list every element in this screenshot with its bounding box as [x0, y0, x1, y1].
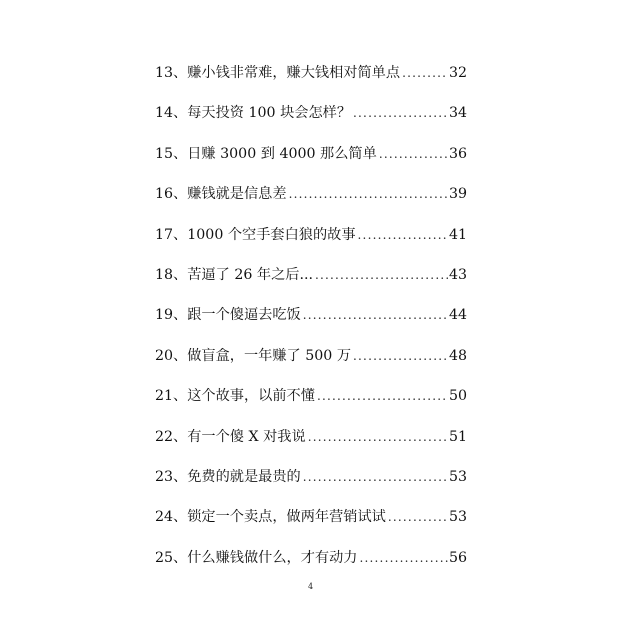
- toc-entry[interactable]: [155, 385, 467, 425]
- toc-entry-page: 44: [448, 307, 467, 324]
- toc-dot-leader: [358, 224, 448, 246]
- toc-dot-leader: [402, 62, 448, 84]
- toc-entry-page: 36: [448, 145, 467, 162]
- toc-entry-title: 23、免费的就是最贵的: [155, 468, 301, 485]
- toc-entry-title: 17、1000 个空手套白狼的故事: [155, 226, 356, 243]
- toc-entry[interactable]: [155, 466, 467, 506]
- toc-entry-title: 14、每天投资 100 块会怎样？: [155, 105, 352, 122]
- toc-dot-leader: [315, 264, 448, 286]
- toc-entry[interactable]: [155, 143, 467, 183]
- toc-entry-title: 15、日赚 3000 到 4000 那么简单: [155, 145, 377, 162]
- toc-entry[interactable]: [155, 102, 467, 142]
- toc-entry[interactable]: [155, 345, 467, 385]
- page-number: 4: [307, 582, 314, 591]
- toc-entry[interactable]: [155, 264, 467, 304]
- toc-dot-leader: [317, 385, 448, 407]
- toc-entry-title: 20、做盲盒，一年赚了 500 万: [155, 347, 352, 364]
- toc-entry-page: 53: [448, 468, 467, 485]
- toc-entry-page: 56: [448, 549, 467, 566]
- toc-entry-title: 19、跟一个傻逼去吃饭: [155, 307, 301, 324]
- toc-entry[interactable]: [155, 506, 467, 546]
- toc-dot-leader: [379, 143, 448, 165]
- toc-entry-page: 50: [448, 388, 467, 405]
- toc-entry-page: 53: [448, 509, 467, 526]
- toc-dot-leader: [388, 506, 448, 528]
- toc-dot-leader: [289, 183, 448, 205]
- toc-entry-page: 48: [448, 347, 467, 364]
- toc-entry[interactable]: [155, 224, 467, 264]
- toc-entry-title: 21、这个故事，以前不懂: [155, 388, 315, 405]
- toc-dot-leader: [303, 304, 448, 326]
- toc-entry-page: 34: [448, 105, 467, 122]
- toc-dot-leader: [308, 426, 448, 448]
- toc-dot-leader: [360, 547, 448, 569]
- toc-entry[interactable]: [155, 426, 467, 466]
- toc-entry-title: 13、赚小钱非常难，赚大钱相对简单点: [155, 65, 401, 81]
- toc-entry-page: 51: [448, 428, 467, 445]
- table-of-contents: [155, 62, 467, 587]
- toc-entry-page: 43: [448, 266, 467, 283]
- toc-entry-title: 22、有一个傻 X 对我说: [155, 428, 306, 445]
- toc-dot-leader: [353, 102, 448, 124]
- toc-entry[interactable]: [155, 304, 467, 344]
- toc-dot-leader: [353, 345, 448, 367]
- toc-entry-page: 39: [448, 186, 467, 203]
- toc-dot-leader: [303, 466, 448, 488]
- toc-entry-title: 25、什么赚钱做什么，才有动力: [155, 549, 358, 566]
- toc-entry-title: 16、赚钱就是信息差: [155, 186, 287, 203]
- toc-entry-title: 18、苦逼了 26 年之后...: [155, 266, 313, 283]
- toc-entry[interactable]: [155, 62, 467, 102]
- toc-entry-title: 24、锁定一个卖点，做两年营销试试: [155, 509, 386, 526]
- toc-entry[interactable]: [155, 183, 467, 223]
- toc-entry-page: 32: [448, 65, 467, 81]
- toc-entry-page: 41: [448, 226, 467, 243]
